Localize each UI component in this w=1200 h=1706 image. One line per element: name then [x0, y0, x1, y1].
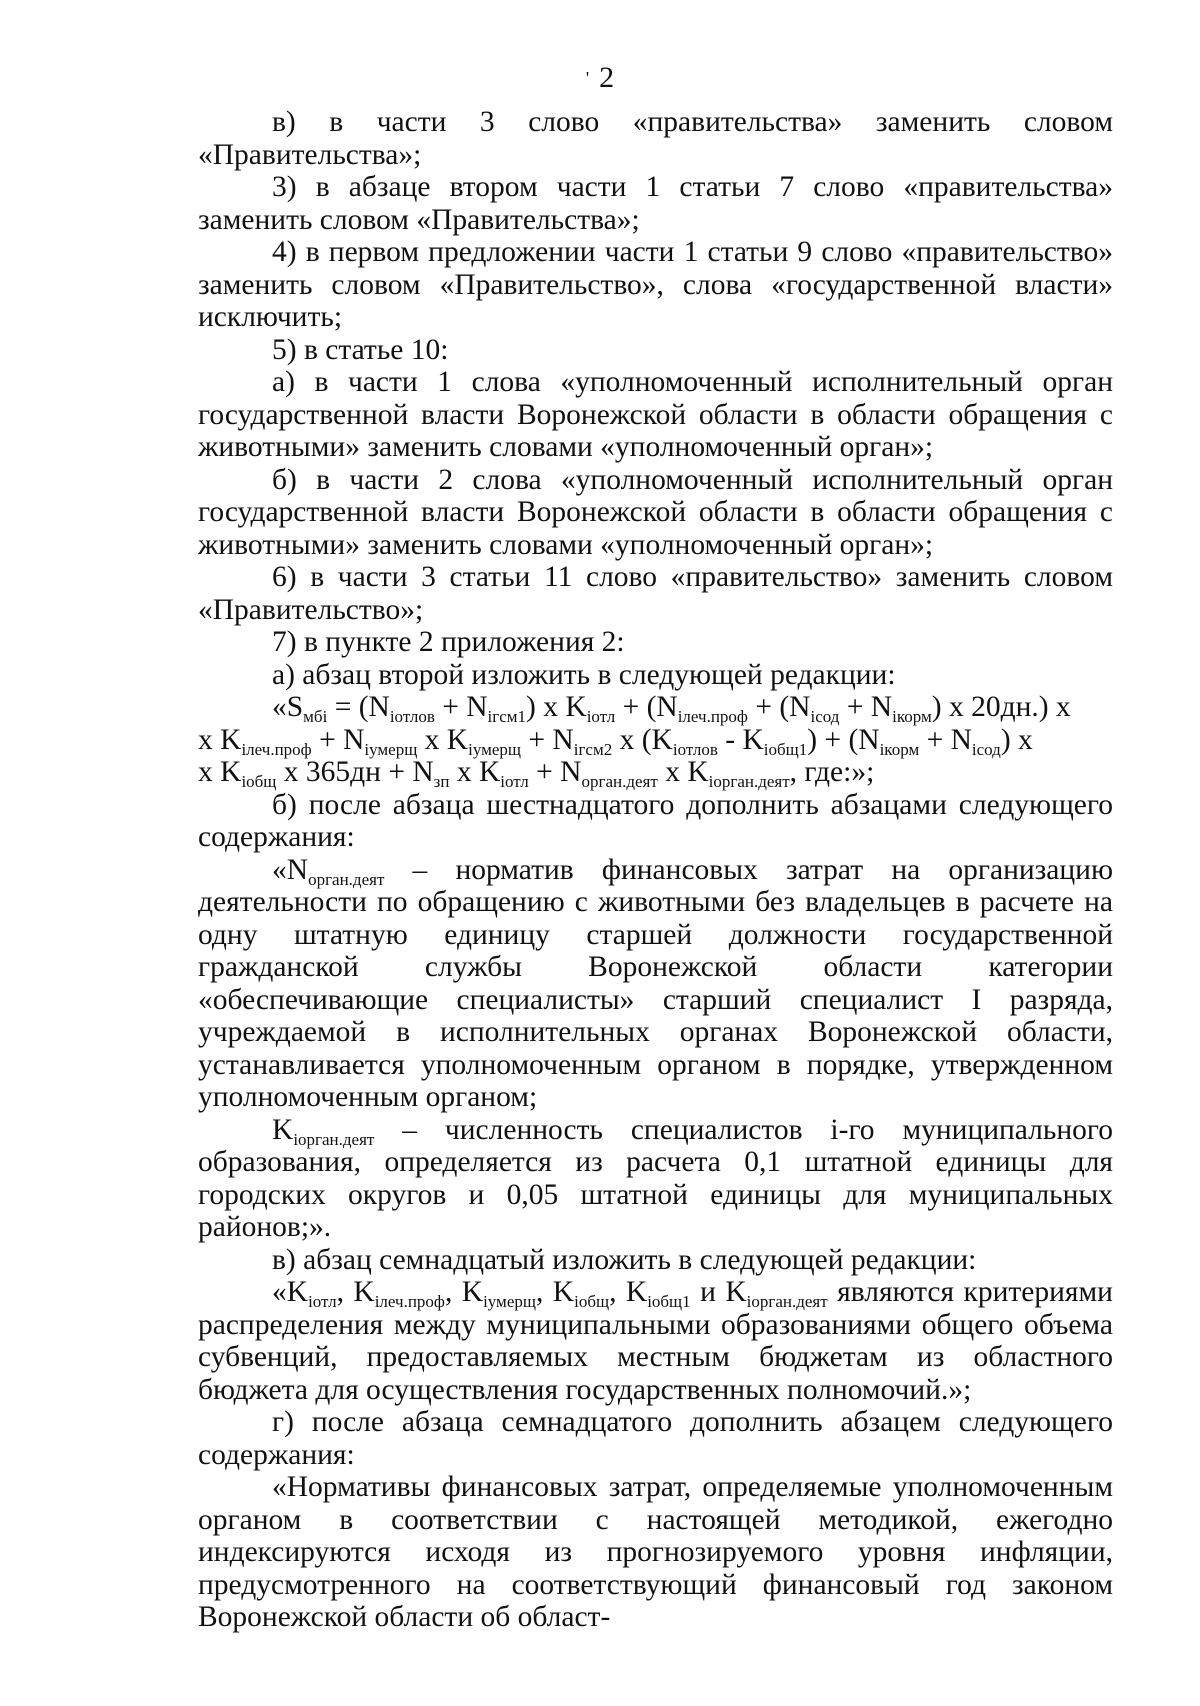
paragraph-item-6: 6) в части 3 статьи 11 слово «правительство» заменить словом «Правительство»; — [198, 561, 1113, 626]
paragraph-definition-k-organ: $K_{iорган.деят}$ – численность специалистов i-го муниципального образования, определяется из расчета 0,1 штатной единицы для городских округов и 0,05 штатной единицы для муниципальных районов;». — [198, 1113, 1113, 1243]
paragraph-normatives: «Нормативы финансовых затрат, определяемые уполномоченным органом в соответствии с настоящей методикой, ежегодно индексируются исходя из прогнозируемого уровня инфляции, предусмотренного на соответствующий финансовый год законом Воронежской области об област- — [198, 1471, 1113, 1633]
definition-k-subscript: iорган.деят — [293, 1129, 375, 1149]
formula-line-3: x $K_{iобщ}$ x $365дн + N_{зп}$ x $K_{iотл} + N_{орган.деят}$ x $K_{iорган.деят}$, где:»; — [198, 756, 875, 791]
formula-line-1-tail: x 20дн.) x — [941, 691, 1071, 723]
formula-line-1: «$S_{мбi} = (N_{iотлов} + N_{iгсм1})$ x $K_{iотл} + (N_{iлеч.проф} + (N_{iсод} + N_{iкорм})$ x 20дн.) x — [272, 691, 1071, 726]
criteria-text: являются критериями распределения между муниципальными образованиями общего объема субвенций, предоставляемых местным бюджетам из областного бюджета для осуществления государственных полномочий.»; — [198, 1276, 1113, 1406]
formula-line-3-tail: , где:»; — [789, 756, 875, 788]
page-number — [0, 60, 1200, 96]
paragraph-item-7g: г) после абзаца семнадцатого дополнить абзацем следующего содержания: — [198, 1406, 1113, 1471]
definition-k-text: – численность специалистов i-го муниципального образования, определяется из расчета 0,1 штатной единицы для городских округов и 0,05 штатной единицы для муниципальных районов;». — [198, 1113, 1113, 1243]
paragraph-item-5a: а) в части 1 слова «уполномоченный исполнительный орган государственной власти Воронежской области в области обращения с животными» заменить словами «уполномоченный орган»; — [198, 366, 1113, 463]
formula-line-2: x $K_{iлеч.проф} + N_{iумерщ}$ x $K_{iумерщ} + N_{iгсм2}$ x $(K_{iотлов} - K_{iобщ1}) + (N_{iкорм} + N_{iсод})$ x — [198, 723, 1033, 759]
paragraph-item-5b: б) в части 2 слова «уполномоченный исполнительный орган государственной власти Воронежской области в области обращения с животными» заменить словами «уполномоченный орган»; — [198, 463, 1113, 561]
paragraph-criteria: «$K_{iотл}$, $K_{iлеч.проф}$, $K_{iумерщ}$, $K_{iобщ}$, $K_{iобщ1}$ и $K_{iорган.деят}$ являются критериями распределения между муниципальными образованиями общего объема субвенций, предоставляемых местным бюджетам из областного бюджета для осуществления государственных полномочий.»; — [198, 1276, 1113, 1406]
definition-n-text: – норматив финансовых затрат на организацию деятельности по обращению с животными без владельцев в расчете на одну штатную единицу старшей должности государственной гражданской службы Воронежской области категории «обеспечивающие специалисты» старший специалист I разряда, учреждаемой в исполнительных органах Воронежской области, устанавливается уполномоченным органом в порядке, утвержденном уполномоченным органом; — [198, 853, 1113, 1113]
paragraph-definition-n-organ: «$N_{орган.деят}$ – норматив финансовых затрат на организацию деятельности по обращению с животными без владельцев в расчете на одну штатную единицу старшей должности государственной гражданской службы Воронежской области категории «обеспечивающие специалисты» старший специалист I разряда, учреждаемой в исполнительных органах Воронежской области, устанавливается уполномоченным органом в порядке, утвержденном уполномоченным органом; — [198, 853, 1113, 1113]
definition-n-subscript: орган.деят — [308, 869, 385, 889]
page-number-value: 2 — [599, 61, 615, 94]
paragraph-item-5: 5) в статье 10: — [272, 333, 449, 366]
paragraph-item-3: 3) в абзаце втором части 1 статьи 7 слово «правительства» заменить словом «Правительства»; — [198, 171, 1113, 236]
paragraph-item-7b: б) после абзаца шестнадцатого дополнить абзацами следующего содержания: — [198, 788, 1113, 853]
paragraph-amend-v-part3: в) в части 3 слово «правительства» заменить словом «Правительства»; — [198, 106, 1113, 171]
page-number-mark: ' — [585, 68, 590, 88]
paragraph-item-7a: а) абзац второй изложить в следующей редакции: — [272, 658, 896, 691]
formula-block — [198, 691, 1113, 789]
paragraph-item-7: 7) в пункте 2 приложения 2: — [272, 626, 625, 658]
paragraph-item-4: 4) в первом предложении части 1 статьи 9 слово «правительство» заменить словом «Правительство», слова «государственной власти» исключить; — [198, 236, 1113, 333]
paragraph-item-7v: в) абзац семнадцатый изложить в следующей редакции: — [272, 1243, 977, 1276]
document-body — [198, 106, 1113, 1634]
